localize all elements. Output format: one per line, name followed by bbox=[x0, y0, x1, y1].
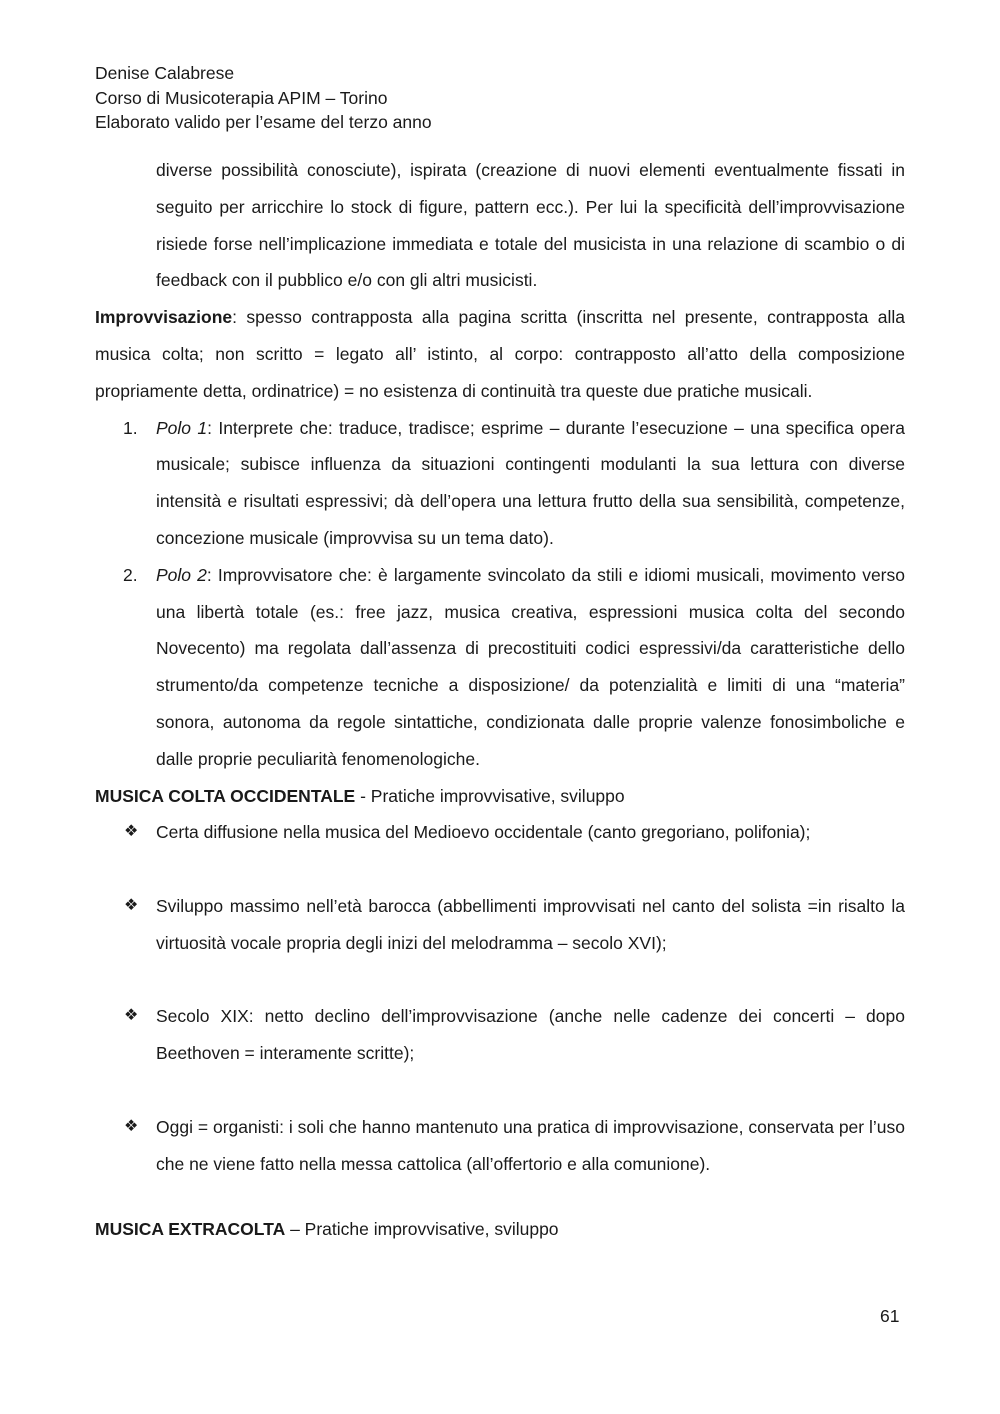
improvvisazione-text: : spesso contrapposta alla pagina scritta (inscritta nel presente, contrapposta alla musica colta; non scritto = legato all’ istinto, al corpo: contrapposto all’atto della composizione propriamente detta, ordinatrice) = no esistenza di continuità tra queste due pratiche musicali. bbox=[95, 307, 905, 401]
colta-heading bbox=[95, 778, 905, 815]
improvvisazione-paragraph bbox=[95, 299, 905, 409]
polo-label: Polo 2 bbox=[156, 564, 207, 585]
page-header bbox=[95, 61, 432, 135]
diamond-bullet-icon: ❖ bbox=[124, 896, 139, 914]
extracolta-subtitle: – Pratiche improvvisative, sviluppo bbox=[285, 1219, 559, 1240]
colta-bullet-3 bbox=[95, 998, 905, 1072]
bullet-text: Certa diffusione nella musica del Medioevo occidentale (canto gregoriano, polifonia); bbox=[156, 822, 811, 843]
colta-title: MUSICA COLTA OCCIDENTALE bbox=[95, 785, 356, 806]
colta-subtitle: - Pratiche improvvisative, sviluppo bbox=[355, 785, 625, 806]
colta-bullet-4 bbox=[95, 1109, 905, 1183]
spacer bbox=[95, 851, 905, 888]
bullet-text: Secolo XIX: netto declino dell’improvvisazione (anche nelle cadenze dei concerti – dopo Beethoven = interamente scritte); bbox=[156, 1006, 905, 1064]
intro-continuation: diverse possibilità conosciute), ispirata (creazione di nuovi elementi eventualmente fissati in seguito per arricchire lo stock di figure, pattern ecc.). Per lui la specificità dell’improvvisazione risiede forse nell’implicazione immediata e totale del musicista in una relazione di scambio o di feedback con il pubblico e/o con gli altri musicisti. bbox=[156, 160, 905, 291]
polo-label: Polo 1 bbox=[156, 417, 208, 438]
header-note: Elaborato valido per l’esame del terzo anno bbox=[95, 112, 432, 132]
page-number: 61 bbox=[880, 1306, 900, 1326]
spacer bbox=[95, 1072, 905, 1109]
diamond-bullet-icon: ❖ bbox=[124, 1007, 139, 1025]
bullet-text: Oggi = organisti: i soli che hanno mantenuto una pratica di improvvisazione, conservata per l’uso che ne viene fatto nella messa cattolica (all’offertorio e alla comunione). bbox=[156, 1116, 905, 1174]
diamond-bullet-icon: ❖ bbox=[124, 823, 139, 841]
header-course: Corso di Musicoterapia APIM – Torino bbox=[95, 87, 388, 108]
list-number: 2. bbox=[123, 564, 138, 585]
list-number: 1. bbox=[123, 417, 138, 438]
colta-bullet-2 bbox=[95, 888, 905, 962]
improvvisazione-term: Improvvisazione bbox=[95, 307, 233, 328]
extracolta-heading bbox=[95, 1211, 905, 1248]
polo-2-item bbox=[95, 557, 905, 778]
polo-text: : Interprete che: traduce, tradisce; esprime – durante l’esecuzione – una specifica opera musicale; subisce influenza da situazioni contingenti modulanti la sua lettura con diverse intensità e risultati espressivi; dà dell’opera una lettura frutto della sua sensibilità, competenze, concezione musicale (improvvisa su un tema dato). bbox=[156, 417, 905, 548]
polo-text: : Improvvisatore che: è largamente svincolato da stili e idiomi musicali, movimento verso una libertà totale (es.: free jazz, musica creativa, espressioni musica colta del secondo Novecento) ma regolata dall’assenza di precostituiti codici espressivi/da caratteristiche dello strumento/da competenze tecniche a disposizione/ da potenzialità e limiti di una “materia” sonora, autonoma da regole sintattiche, condizionata dalle proprie valenze fonosimboliche e dalle proprie peculiarità fenomenologiche. bbox=[156, 564, 905, 769]
diamond-bullet-icon: ❖ bbox=[124, 1117, 139, 1135]
extracolta-title: MUSICA EXTRACOLTA bbox=[95, 1219, 286, 1240]
page-body bbox=[95, 152, 905, 1248]
header-author: Denise Calabrese bbox=[95, 63, 235, 83]
colta-bullet-1 bbox=[95, 814, 905, 851]
spacer bbox=[95, 962, 905, 999]
bullet-text: Sviluppo massimo nell’età barocca (abbellimenti improvvisati nel canto del solista =in risalto la virtuosità vocale propria degli inizi del melodramma – secolo XVI); bbox=[156, 895, 905, 953]
spacer bbox=[95, 1182, 905, 1211]
polo-1-item bbox=[95, 410, 905, 557]
